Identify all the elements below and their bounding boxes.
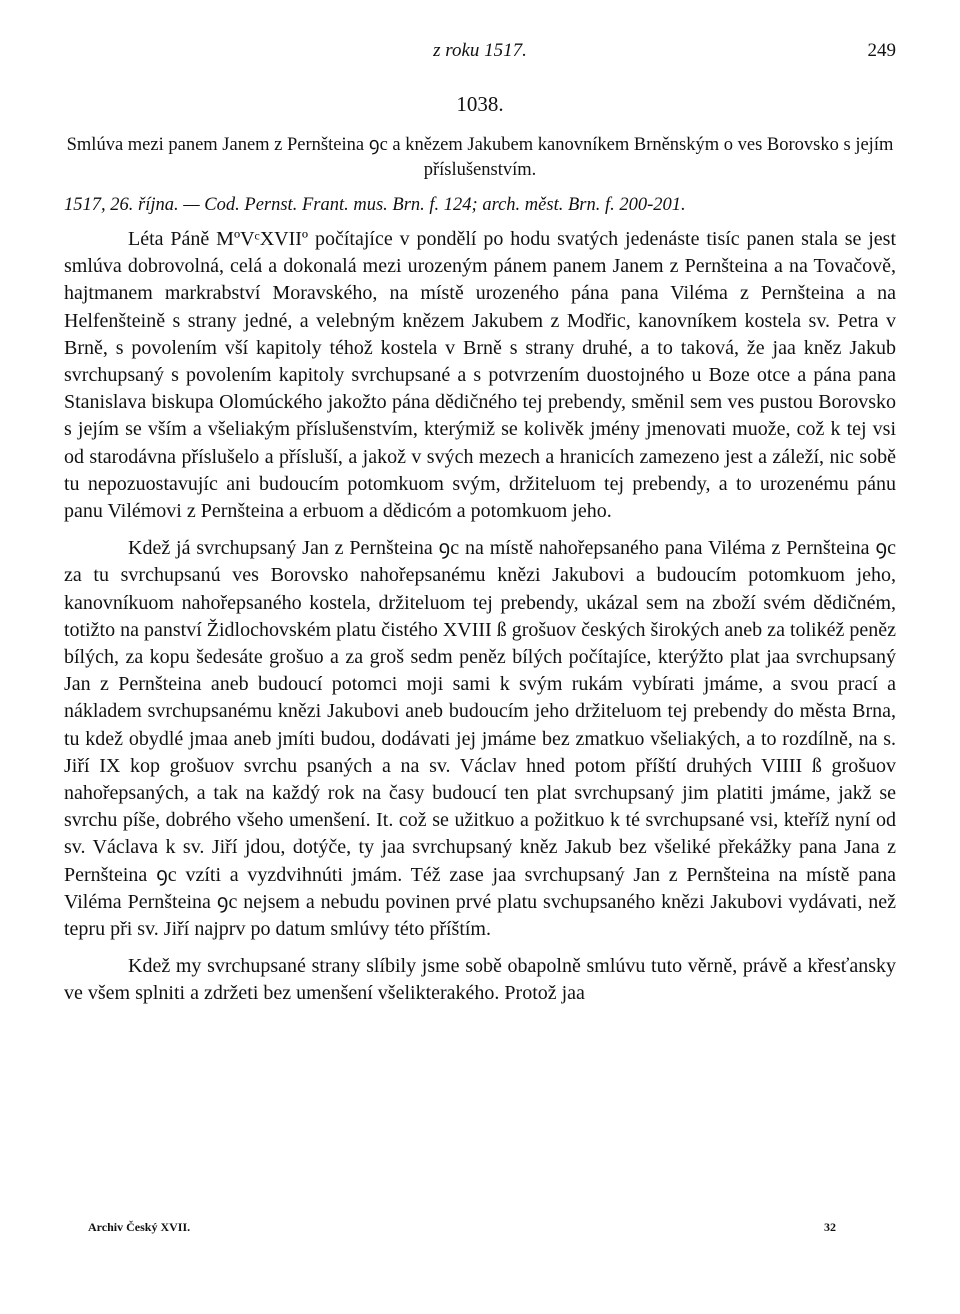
document-title: Smlúva mezi panem Janem z Pernšteina ꝯc a knězem Jakubem kanovníkem Brněnským o ves Borovsko s jejím příslušenstvím. bbox=[66, 135, 894, 180]
footer bbox=[88, 1220, 836, 1235]
page-number: 249 bbox=[867, 40, 896, 61]
body-paragraph: Kdež my svrchupsané strany slíbily jsme sobě obapolně smlúvu tuto věrně, právě a křesťansky ve všem splniti a zdržeti bez umenšení všelikterakého. Protož jaa bbox=[64, 955, 896, 1005]
footer-signature-left: Archiv Český XVII. bbox=[88, 1220, 191, 1234]
footer-signature-number: 32 bbox=[824, 1220, 836, 1234]
running-head bbox=[64, 40, 896, 70]
body-paragraph: Kdež já svrchupsaný Jan z Pernšteina ꝯc na místě nahořepsaného pana Viléma z Pernšteina ꝯc za tu svrchupsanú ves Borovsko nahořepsanému knězi Jakubovi a budoucím potomkuom jeho, kanovníkuom nahořepsaného kostela, držiteluom tej prebendy, ukázal sem na zboží svém dědičném, totižto na panství Židlochovském platu čistého XVIII ß grošuov českých širokých aneb za tolikéž peněz bílých, za kopu šedesáte grošuo a za groš sedm peněz bílých počítajíce, kterýžto plat jaa svrchupsaný Jan z Pernšteina aneb budoucí potomci moji sami k svým rukám vybírati jmáme, a svou prací a nákladem svrchupsanému knězi Jakubovi aneb budoucím jeho držiteluom tej prebendy do města Brna, tu kdež obydlé jmaa aneb jmíti budou, dodávati jej jmáme bez zmatkuo všeliakých, a to rozdílně, na s. Jiří IX kop grošuov svrchu psaných a na sv. Václav hned potom příští druhých VIIII ß grošuov nahořepsaných, a tak na každý rok na časy budoucí ten plat svrchupsaný jim platiti jmáme, jakž se svrchu píše, dobrého všeho umenšení. It. což se užitkuo a požitkuo k té svrchupsané vsi, kteříž nyní od sv. Václava k sv. Jiří jdou, dotýče, ty jaa svrchupsaný kněz Jakub bez všeliké překážky pana Jana z Pernšteina ꝯc vzíti a vyzdvihnúti jmám. Též zase jaa svrchupsaný Jan z Pernšteina na místě pana Viléma Pernšteina ꝯc nejsem a nebudu povinen prvé platu svchupsaného knězi Jakubovi vydávati, než tepru při sv. Jiří najprv po datum smlúvy této příštím. bbox=[64, 537, 896, 941]
body-paragraph: Léta Páně MºVᶜXVIIº počítajíce v pondělí po hodu svatých jedenáste tisíc panen stala se jest smlúva dobrovolná, celá a dokonalá mezi urozeným pánem panem Janem z Pernšteina a na Tovačově, hajtmanem markrabství Moravského, na místě urozeného pána pana Viléma z Pernšteina a na Helfenšteině s strany jedné, a velebným knězem Jakubem z Modřic, kanovníkem kostela sv. Petra v Brně, s povolením vší kapitoly téhož kostela v Brně s strany druhé, a to taková, že jaa kněz Jakub svrchupsaný s povolením kapitoly svrchupsané a s potvrzením duostojného u Boze otce a pána pana Stanislava biskupa Olomúckého jakožto pána dědičného tej prebendy, směnil sem ves pustou Borovsko s jejím se vším a všeliakým příslušenstvím, kterýmiž se kolivěk jmény jmenovati muože, což k tej vsi od starodávna příslušelo a přísluší, a jakož v svých mezech a hranicích zamezeno jest a záleží, nic sobě tu nepozuostavujíc ani budoucím potomkuom svým, držiteluom tej prebendy, a to urozenému pánu panu Vilémovi z Pernšteina a erbuom a dědicóm a potomkuom jeho. bbox=[64, 228, 896, 523]
document-number: 1038. bbox=[456, 92, 504, 116]
document-source: 1517, 26. října. — Cod. Pernst. Frant. mus. Brn. f. 124; arch. měst. Brn. f. 200-201. bbox=[64, 195, 686, 215]
running-title: z roku 1517. bbox=[433, 40, 527, 61]
page bbox=[64, 40, 896, 1008]
